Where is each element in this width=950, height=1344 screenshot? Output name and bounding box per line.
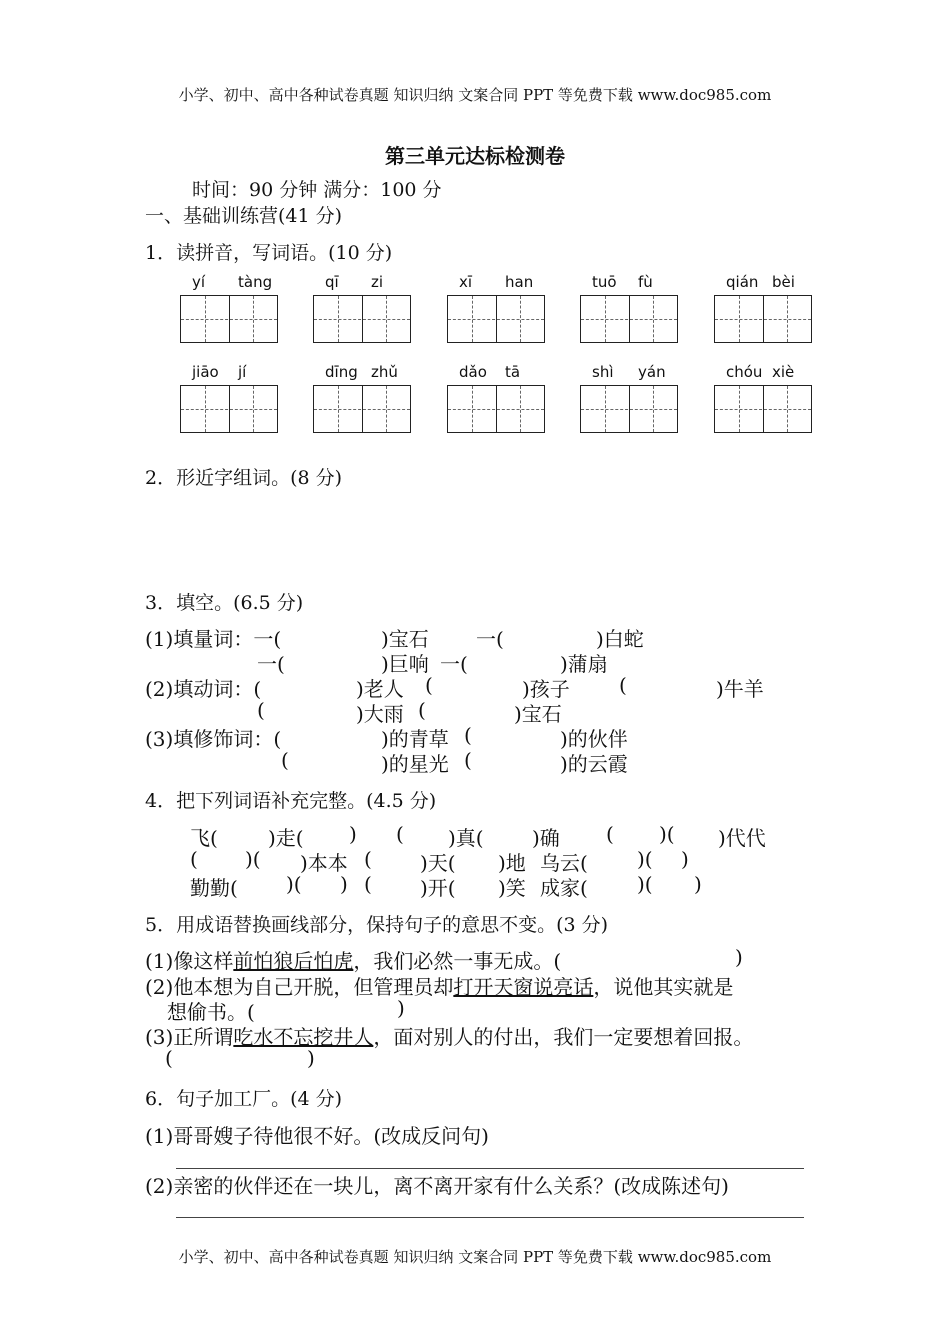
pinyin-label: jiāo	[192, 363, 219, 381]
q3-line6-c: (	[464, 748, 472, 772]
section-heading: 一、基础训练营(41 分)	[145, 205, 343, 227]
q5-s2-close: )	[397, 996, 405, 1020]
pinyin-label: xī	[459, 273, 473, 291]
question-2-heading: 2．形近字组词。(8 分)	[145, 467, 343, 489]
pinyin-label: shì	[592, 363, 614, 381]
pinyin-label: tā	[505, 363, 521, 381]
q5-s3-open: (	[165, 1046, 173, 1070]
pinyin-label: tàng	[238, 273, 273, 291]
writing-box[interactable]	[180, 295, 278, 343]
question-1-heading: 1．读拼音，写词语。(10 分)	[145, 242, 393, 264]
pinyin-label: jí	[238, 363, 247, 381]
q5-s1-close: )	[735, 945, 743, 969]
q4-fragment: 乌云(	[540, 851, 588, 875]
q4-fragment: )笑	[498, 876, 526, 900]
q5-s1-post: ，我们必然一事无成。(	[353, 949, 562, 973]
page-header: 小学、初中、高中各种试卷真题 知识归纳 文案合同 PPT 等免费下载 www.doc985.com	[178, 86, 772, 104]
q3-line3-d: )孩子	[522, 677, 570, 701]
q3-line1-c: 一(	[476, 627, 504, 651]
q4-fragment: )地	[498, 851, 526, 875]
q4-fragment: (	[190, 847, 198, 871]
answer-line	[176, 1217, 804, 1218]
q4-fragment: )(	[245, 847, 261, 871]
q3-line3-c: (	[425, 673, 433, 697]
q5-s1-underlined: 前怕狼后怕虎	[233, 949, 354, 973]
pinyin-label: zi	[371, 273, 384, 291]
q3-line3-b: )老人	[356, 677, 404, 701]
q3-line4-b: )大雨	[356, 702, 404, 726]
writing-box[interactable]	[714, 295, 812, 343]
pinyin-label: qī	[325, 273, 339, 291]
pinyin-label: fù	[638, 273, 653, 291]
page-title: 第三单元达标检测卷	[385, 144, 565, 168]
q4-fragment: )	[681, 847, 689, 871]
pinyin-label: han	[505, 273, 534, 291]
q4-fragment: (	[364, 847, 372, 871]
q4-fragment: )(	[659, 822, 675, 846]
q4-fragment: )(	[286, 872, 302, 896]
q4-fragment: )真(	[448, 826, 484, 850]
q3-line2-b: )巨响	[381, 652, 429, 676]
question-5-heading: 5．用成语替换画线部分，保持句子的意思不变。(3 分)	[145, 914, 609, 936]
q5-s3-pre: (3)正所谓	[145, 1025, 234, 1049]
question-6-heading: 6．句子加工厂。(4 分)	[145, 1088, 343, 1110]
question-3-heading: 3．填空。(6.5 分)	[145, 592, 304, 614]
q5-sentence-1	[145, 945, 561, 974]
q5-s2-cont: 想偷书。(	[167, 1000, 255, 1024]
pinyin-label: tuō	[592, 273, 617, 291]
writing-box[interactable]	[447, 385, 545, 433]
q3-line5-c: (	[464, 723, 472, 747]
q3-line2-a: 一(	[257, 652, 285, 676]
q5-s3-close: )	[307, 1046, 315, 1070]
q4-fragment: (	[606, 822, 614, 846]
q3-line3-f: )牛羊	[716, 677, 764, 701]
pinyin-label: dǎo	[459, 363, 487, 381]
pinyin-label: chóu	[726, 363, 763, 381]
q4-fragment: (	[364, 872, 372, 896]
writing-box[interactable]	[580, 385, 678, 433]
q4-fragment: )本本	[300, 851, 348, 875]
q3-line5-b: )的青草	[381, 727, 449, 751]
q4-fragment: 成家(	[540, 876, 588, 900]
q3-line6-a: (	[281, 748, 289, 772]
q6-sentence-2: (2)亲密的伙伴还在一块儿，离不离开家有什么关系？(改成陈述句)	[145, 1174, 729, 1198]
q4-fragment: )确	[532, 826, 560, 850]
q5-s2-post: ，说他其实就是	[593, 975, 734, 999]
q5-s2-underlined: 打开天窗说亮话	[453, 975, 594, 999]
q4-fragment: (	[396, 822, 404, 846]
q4-fragment: )	[694, 872, 702, 896]
q4-fragment: )开(	[420, 876, 456, 900]
pinyin-label: bèi	[772, 273, 795, 291]
q5-s3-underlined: 吃水不忘挖井人	[233, 1025, 374, 1049]
pinyin-label: xiè	[772, 363, 795, 381]
pinyin-label: zhǔ	[371, 363, 398, 381]
q3-line2-d: )蒲扇	[560, 652, 608, 676]
writing-box[interactable]	[447, 295, 545, 343]
q4-fragment: )	[349, 822, 357, 846]
q3-line1-b: )宝石	[381, 627, 429, 651]
q4-fragment: )代代	[718, 826, 766, 850]
q3-line2-c: 一(	[440, 652, 468, 676]
writing-box[interactable]	[313, 295, 411, 343]
q3-line1-a: (1)填量词：一(	[145, 627, 282, 651]
question-4-heading: 4．把下列词语补充完整。(4.5 分)	[145, 790, 437, 812]
q4-fragment: )	[340, 872, 348, 896]
pinyin-label: yán	[638, 363, 666, 381]
writing-box[interactable]	[580, 295, 678, 343]
q3-line6-b: )的星光	[381, 752, 449, 776]
pinyin-label: yí	[192, 273, 206, 291]
q3-line5-a: (3)填修饰词：(	[145, 727, 282, 751]
q3-line6-d: )的云霞	[560, 752, 628, 776]
page-footer: 小学、初中、高中各种试卷真题 知识归纳 文案合同 PPT 等免费下载 www.doc985.com	[178, 1248, 772, 1266]
pinyin-label: qián	[726, 273, 759, 291]
q3-line4-a: (	[257, 698, 265, 722]
writing-box[interactable]	[714, 385, 812, 433]
q3-line1-d: )白蛇	[596, 627, 644, 651]
answer-line	[176, 1168, 804, 1169]
q5-s1-pre: (1)像这样	[145, 949, 234, 973]
q4-fragment: )走(	[268, 826, 304, 850]
q3-line3-a: (2)填动词：(	[145, 677, 262, 701]
q3-line4-c: (	[418, 698, 426, 722]
q4-fragment: 飞(	[190, 826, 218, 850]
q3-line5-d: )的伙伴	[560, 727, 628, 751]
q6-sentence-1: (1)哥哥嫂子待他很不好。(改成反问句)	[145, 1124, 489, 1148]
q4-fragment: )天(	[420, 851, 456, 875]
pinyin-label: dīng	[325, 363, 358, 381]
q5-s3-post: ，面对别人的付出，我们一定要想着回报。	[373, 1025, 754, 1049]
q3-line3-e: (	[619, 673, 627, 697]
q4-fragment: )(	[637, 872, 653, 896]
q4-fragment: 勤勤(	[190, 876, 238, 900]
writing-box[interactable]	[180, 385, 278, 433]
exam-meta: 时间：90 分钟 满分：100 分	[192, 179, 442, 201]
writing-box[interactable]	[313, 385, 411, 433]
q4-fragment: )(	[637, 847, 653, 871]
q3-line4-d: )宝石	[514, 702, 562, 726]
q5-sentence-3	[145, 1021, 753, 1050]
q5-s2-pre: (2)他本想为自己开脱，但管理员却	[145, 975, 454, 999]
